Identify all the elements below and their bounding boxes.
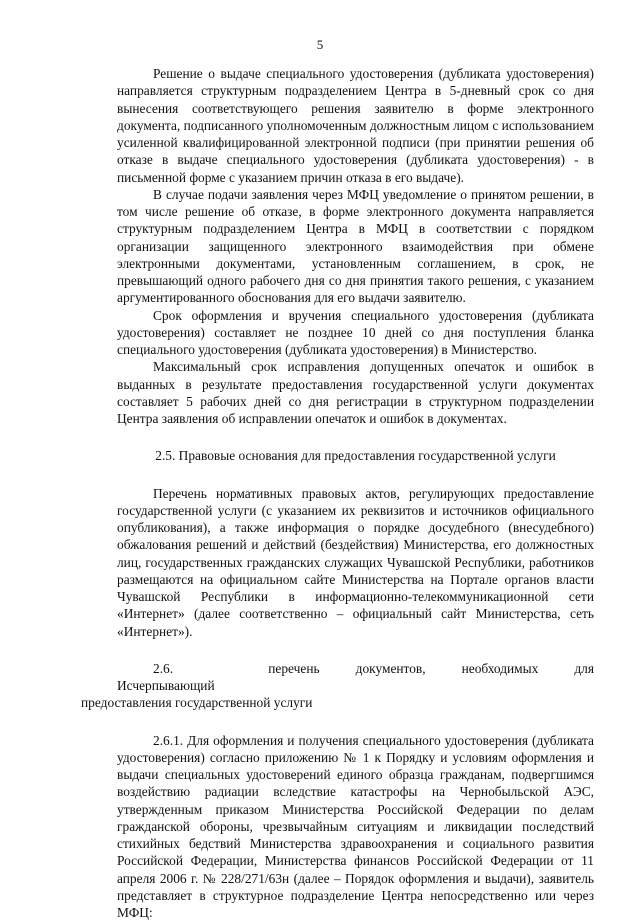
paragraph-mfc-notification: В случае подачи заявления через МФЦ уведомление о принятом решении, в том числе решение об отказе, в форме электронного документа направляется структурным подразделением Центра в МФЦ в соответствии с порядком организации защищенного электронного взаимодействия при обмене электронными документами, установленным соглашением, в срок, не превышающий одного рабочего дня со дня принятия такого решения, с указанием аргументированного обоснования для его выдачи заявителю. <box>117 186 594 307</box>
heading-word: перечень <box>232 660 319 695</box>
section-2-6-heading-line2: предоставления государственной услуги <box>81 694 594 711</box>
paragraph-decision-delivery: Решение о выдаче специального удостоверения (дубликата удостоверения) направляется структурным подразделением Центра в 5-дневный срок со дня вынесения соответствующего решения заявителю в форме электронного документа, подписанного уполномоченным должностным лицом с использованием усиленной квалифицированной электронной подписи (при принятии решения об отказе в выдаче специального удостоверения (дубликата удостоверения) - в письменной форме с указанием причин отказа в его выдаче). <box>117 65 594 186</box>
heading-word: для <box>538 660 594 695</box>
section-2-6-1-text: 2.6.1. Для оформления и получения специального удостоверения (дубликата удостоверения) согласно приложению № 1 к Порядку и условиям оформления и выдачи специальных удостоверений единого образца гражданам, подвергшимся воздействию радиации вследствие катастрофы на Чернобыльской АЭС, утвержденным приказом Министерства Российской Федерации по делам гражданской обороны, чрезвычайным ситуациям и ликвидации последствий стихийных бедствий Министерства здравоохранения и социального развития Российской Федерации, Министерства финансов Российской Федерации от 11 апреля 2006 г. № 228/271/63н (далее – Порядок оформления и выдачи), заявитель представляет в структурное подразделение Центра непосредственно или через МФЦ: <box>117 732 594 921</box>
section-2-6-heading-line1 <box>117 660 594 695</box>
section-2-5-heading: 2.5. Правовые основания для предоставления государственной услуги <box>117 447 594 464</box>
section-2-6-heading <box>117 660 594 712</box>
page-number: 5 <box>0 36 640 53</box>
document-body <box>117 65 594 921</box>
heading-word: 2.6. Исчерпывающий <box>117 660 232 695</box>
paragraph-issuance-term: Срок оформления и вручения специального удостоверения (дубликата удостоверения) составляет не позднее 10 дней со дня поступления бланка специального удостоверения (дубликата удостоверения) в Министерство. <box>117 307 594 359</box>
paragraph-correction-term: Максимальный срок исправления допущенных опечаток и ошибок в выданных в результате предоставления государственной услуги документах составляет 5 рабочих дней со дня регистрации в структурном подразделении Центра заявления об исправлении опечаток и ошибок в документах. <box>117 358 594 427</box>
heading-word: необходимых <box>426 660 539 695</box>
heading-word: документов, <box>320 660 426 695</box>
section-2-5-text: Перечень нормативных правовых актов, регулирующих предоставление государственной услуги (с указанием их реквизитов и источников официального опубликования), а также информация о порядке досудебного (внесудебного) обжалования решений и действий (бездействия) Министерства, его должностных лиц, государственных гражданских служащих Чувашской Республики, работников размещаются на официальном сайте Министерства на Портале органов власти Чувашской Республики в информационно-телекоммуникационной сети «Интернет» (далее соответственно – официальный сайт Министерства, сеть «Интернет»). <box>117 485 594 640</box>
